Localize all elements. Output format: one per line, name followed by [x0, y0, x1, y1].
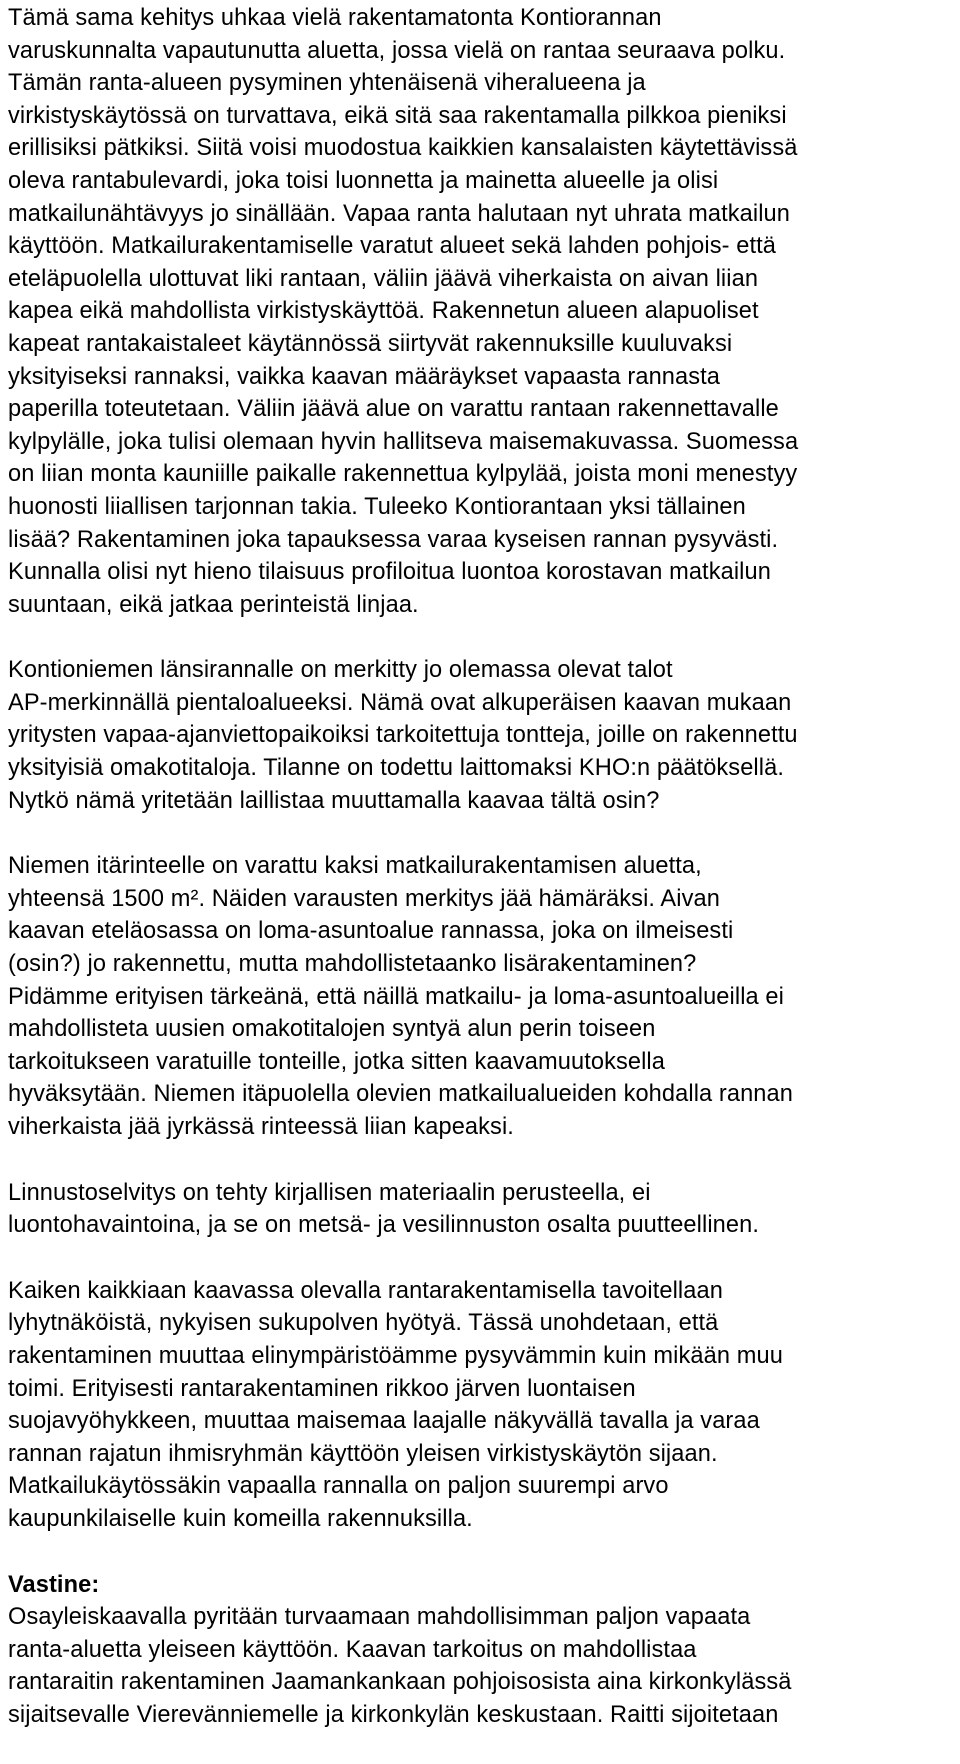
text-line: Nytkö nämä yritetään laillistaa muuttamalla kaavaa tältä osin?: [8, 787, 660, 814]
text-line: sijaitsevalle Vierevänniemelle ja kirkonkylän keskustaan. Raitti sijoitetaan: [8, 1701, 779, 1728]
text-line: kaupunkilaiselle kuin komeilla rakennuksilla.: [8, 1505, 473, 1532]
paragraph-east-slope: [8, 850, 953, 1143]
text-line: kapea eikä mahdollista virkistyskäyttöä. Rakennetun alueen alapuoliset: [8, 298, 759, 325]
text-line: Pidämme erityisen tärkeänä, että näillä matkailu- ja loma-asuntoalueilla ei: [8, 983, 784, 1010]
text-line: yhteensä 1500 m². Näiden varausten merkitys jää hämäräksi. Aivan: [8, 885, 720, 912]
text-line: (osin?) jo rakennettu, mutta mahdollistetaanko lisärakentaminen?: [8, 951, 697, 978]
paragraph-spacer: [8, 621, 953, 654]
response-heading: Vastine:: [8, 1571, 100, 1598]
text-line: luontohavaintoina, ja se on metsä- ja vesilinnuston osalta puutteellinen.: [8, 1212, 759, 1239]
text-line: käyttöön. Matkailurakentamiselle varatut alueet sekä lahden pohjois- että: [8, 233, 776, 260]
text-line: Tämän ranta-alueen pysyminen yhtenäisenä viheralueena ja: [8, 70, 646, 97]
text-line: Kontioniemen länsirannalle on merkitty jo olemassa olevat talot: [8, 657, 673, 684]
text-line: Kaiken kaikkiaan kaavassa olevalla rantarakentamisella tavoitellaan: [8, 1277, 723, 1304]
document-page: [8, 2, 953, 1732]
text-line: Matkailukäytössäkin vapaalla rannalla on paljon suurempi arvo: [8, 1473, 669, 1500]
text-line: kaavan eteläosassa on loma-asuntoalue rannassa, joka on ilmeisesti: [8, 918, 734, 945]
paragraph-spacer: [8, 817, 953, 850]
paragraph-coastal-development: [8, 2, 953, 621]
paragraph-spacer: [8, 1144, 953, 1177]
text-line: lyhytnäköistä, nykyisen sukupolven hyötyä. Tässä unohdetaan, että: [8, 1310, 719, 1337]
text-line: hyväksytään. Niemen itäpuolella olevien matkailualueiden kohdalla rannan: [8, 1081, 793, 1108]
text-line: Niemen itärinteelle on varattu kaksi matkailurakentamisen aluetta,: [8, 853, 702, 880]
text-line: varuskunnalta vapautunutta aluetta, jossa vielä on rantaa seuraava polku.: [8, 37, 786, 64]
text-line: oleva rantabulevardi, joka toisi luonnetta ja mainetta alueelle ja olisi: [8, 167, 719, 194]
text-line: yksityiseksi rannaksi, vaikka kaavan määräykset vapaasta rannasta: [8, 363, 721, 390]
paragraph-spacer: [8, 1536, 953, 1569]
paragraph-bird-survey: [8, 1177, 953, 1242]
response-section: [8, 1569, 953, 1732]
text-line: eteläpuolella ulottuvat liki rantaan, väliin jäävä viherkaista on aivan liian: [8, 265, 759, 292]
text-line: huonosti liiallisen tarjonnan takia. Tuleeko Kontiorantaan yksi tällainen: [8, 493, 746, 520]
text-line: rakentaminen muuttaa elinympäristöämme pysyvämmin kuin mikään muu: [8, 1342, 783, 1369]
text-line: yritysten vapaa-ajanviettopaikoiksi tarkoitettuja tontteja, joille on rakennettu: [8, 722, 798, 749]
text-line: suuntaan, eikä jatkaa perinteistä linjaa.: [8, 591, 419, 618]
text-line: Osayleiskaavalla pyritään turvaamaan mahdollisimman paljon vapaata: [8, 1604, 751, 1631]
text-line: viherkaista jää jyrkässä rinteessä liian kapeaksi.: [8, 1114, 514, 1140]
text-line: yksityisiä omakotitaloja. Tilanne on todettu laittomaksi KHO:n päätöksellä.: [8, 755, 784, 782]
text-line: Tämä sama kehitys uhkaa vielä rakentamatonta Kontiorannan: [8, 5, 662, 31]
text-line: mahdollisteta uusien omakotitalojen syntyä alun perin toiseen: [8, 1016, 656, 1043]
paragraph-summary: [8, 1275, 953, 1536]
text-line: paperilla toteutetaan. Väliin jäävä alue on varattu rantaan rakennettavalle: [8, 396, 779, 423]
text-line: erillisiksi pätkiksi. Siitä voisi muodostua kaikkien kansalaisten käytettävissä: [8, 135, 798, 162]
paragraph-spacer: [8, 1242, 953, 1275]
text-line: Kunnalla olisi nyt hieno tilaisuus profiloitua luontoa korostavan matkailun: [8, 559, 771, 586]
paragraph-west-shore-houses: [8, 654, 953, 817]
text-line: AP-merkinnällä pientaloalueeksi. Nämä ovat alkuperäisen kaavan mukaan: [8, 689, 792, 716]
text-line: tarkoitukseen varatuille tonteille, jotka sitten kaavamuutoksella: [8, 1048, 665, 1075]
text-line: on liian monta kauniille paikalle rakennettua kylpylää, joista moni menestyy: [8, 461, 798, 488]
text-line: lisää? Rakentaminen joka tapauksessa varaa kyseisen rannan pysyvästi.: [8, 526, 779, 553]
text-line: virkistyskäytössä on turvattava, eikä sitä saa rakentamalla pilkkoa pieniksi: [8, 102, 787, 129]
text-line: suojavyöhykkeen, muuttaa maisemaa laajalle näkyvällä tavalla ja varaa: [8, 1408, 760, 1435]
text-line: rantaraitin rakentaminen Jaamankankaan pohjoisosista aina kirkonkylässä: [8, 1669, 792, 1696]
text-line: Linnustoselvitys on tehty kirjallisen materiaalin perusteella, ei: [8, 1179, 651, 1206]
text-line: kylpylälle, joka tulisi olemaan hyvin hallitseva maisemakuvassa. Suomessa: [8, 428, 799, 455]
text-line: kapeat rantakaistaleet käytännössä siirtyvät rakennuksille kuuluvaksi: [8, 330, 733, 357]
text-line: rannan rajatun ihmisryhmän käyttöön yleisen virkistyskäytön sijaan.: [8, 1440, 718, 1467]
text-line: matkailunähtävyys jo sinällään. Vapaa ranta halutaan nyt uhrata matkailun: [8, 200, 790, 227]
text-line: ranta-aluetta yleiseen käyttöön. Kaavan tarkoitus on mahdollistaa: [8, 1636, 697, 1663]
text-line: toimi. Erityisesti rantarakentaminen rikkoo järven luontaisen: [8, 1375, 636, 1402]
